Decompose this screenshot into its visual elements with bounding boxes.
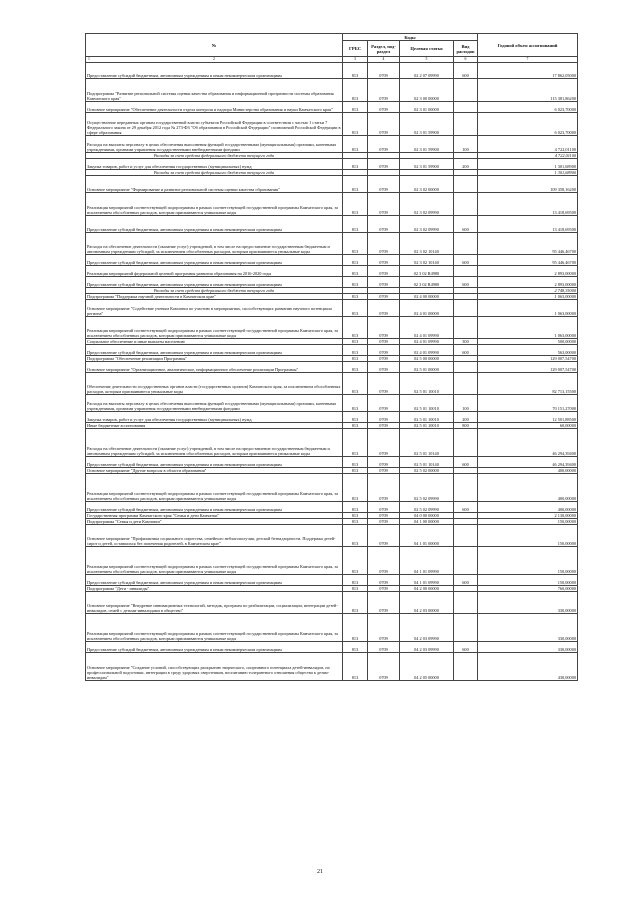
- row-section: 0709: [368, 614, 400, 642]
- row-grbs: 813: [343, 519, 368, 525]
- row-expense-type: [454, 429, 478, 457]
- row-expense-type: 100: [454, 136, 478, 153]
- row-section: 0709: [368, 255, 400, 266]
- row-name: Основное мероприятие "Профилактика социального сиротства, семейного неблагополучия, детской безнадзорности. Поддержка детей-сирот и детей, оставшихся без попечения родителей, в Камчатском крае": [86, 525, 343, 547]
- row-grbs: 813: [343, 176, 368, 193]
- row-amount: 2 748,35000: [478, 288, 578, 294]
- row-section: 0709: [368, 525, 400, 547]
- column-number-cell: [86, 57, 343, 63]
- row-grbs: 813: [343, 525, 368, 547]
- row-name: Обеспечение деятельности государственных органов власти (государственных органов) Камчатского края, за исключением обособленных расходов, которым присваиваются уникальные коды: [86, 373, 343, 395]
- row-target: 02 3 02 R4980: [400, 277, 454, 288]
- row-name: Расходы на обеспечение деятельности (оказание услуг) учреждений, в том числе на предоставление государственным бюджетным и автономным учреждениям субсидий, за исключением обособленных расходов, которым присваиваются уникальные коды: [86, 233, 343, 255]
- row-name: Закупка товаров, работ и услуг для обеспечения государственных (муниципальных) нужд: [86, 412, 343, 423]
- row-target: 02 5 01 10140: [400, 457, 454, 468]
- row-target: 04 1 00 00000: [400, 519, 454, 525]
- row-target: 02 5 01 00000: [400, 362, 454, 373]
- table-row: [86, 63, 578, 79]
- row-amount: 2 893,00000: [478, 266, 578, 277]
- row-target: 02 3 02 09990: [400, 216, 454, 233]
- table-row: [86, 193, 578, 216]
- column-number: 6: [454, 57, 478, 63]
- row-name: Предоставление субсидий бюджетным, автономным учреждениям и иным некоммерческим организациям: [86, 345, 343, 356]
- row-grbs: 813: [343, 294, 368, 300]
- row-amount: 70 151,27000: [478, 395, 578, 412]
- row-amount: 82 713,15500: [478, 373, 578, 395]
- row-target: 04 2 03 09990: [400, 642, 454, 653]
- row-expense-type: [454, 474, 478, 502]
- row-section: 0709: [368, 653, 400, 681]
- row-name: Основное мероприятие "Обеспечение деятельности отдела контроля и надзора Министерства образования и науки Камчатского края": [86, 102, 343, 113]
- row-section: 0709: [368, 339, 400, 345]
- row-section: 0709: [368, 362, 400, 373]
- row-name: Социальное обеспечение и иные выплаты населению: [86, 339, 343, 345]
- row-grbs: 813: [343, 233, 368, 255]
- row-name: Реализация мероприятий соответствующей подпрограммы в рамках соответствующей государственной программы Камчатского края, за исключением обособленных расходов, которым присваиваются уникальные коды: [86, 317, 343, 339]
- row-grbs: 813: [343, 193, 368, 216]
- row-amount: 95 446,46700: [478, 255, 578, 266]
- row-name: Основное мероприятие "Содействие ученым Камчатки по участию в мероприятиях, способствующих развитию научного потенциала региона": [86, 300, 343, 317]
- row-target: 02 5 01 10010: [400, 423, 454, 429]
- row-target: 02 3 00 00000: [400, 79, 454, 102]
- table-row: [86, 653, 578, 681]
- header-amount: Годовой объем ассигнований: [478, 34, 578, 57]
- row-expense-type: [454, 525, 478, 547]
- row-name: Основное мероприятие "Внедрение инновационных технологий, методик, программ по реабилитации, социализации, интеграции детей-инвалидов, семей с детьми-инвалидами в общество": [86, 592, 343, 614]
- row-amount: 13 418,69500: [478, 193, 578, 216]
- row-expense-type: [454, 113, 478, 136]
- row-expense-type: 200: [454, 412, 478, 423]
- row-amount: 400,00000: [478, 502, 578, 513]
- row-section: 0709: [368, 63, 400, 79]
- row-amount: 6 023,70000: [478, 113, 578, 136]
- row-amount: 1 301,68900: [478, 170, 578, 176]
- table-row: [86, 525, 578, 547]
- row-section: 0709: [368, 642, 400, 653]
- row-grbs: 813: [343, 159, 368, 170]
- row-section: 0709: [368, 429, 400, 457]
- table-row: [86, 429, 578, 457]
- row-grbs: 813: [343, 277, 368, 288]
- row-grbs: 813: [343, 468, 368, 474]
- row-amount: 760,00000: [478, 586, 578, 592]
- row-expense-type: [454, 614, 478, 642]
- row-section: 0709: [368, 193, 400, 216]
- row-section: 0709: [368, 373, 400, 395]
- row-name: Закупка товаров, работ и услуг для обеспечения государственных (муниципальных) нужд: [86, 159, 343, 170]
- table-row: [86, 373, 578, 395]
- table-row: [86, 362, 578, 373]
- row-amount: 330,00000: [478, 614, 578, 642]
- row-grbs: 813: [343, 592, 368, 614]
- row-target: 02 4 01 00000: [400, 300, 454, 317]
- row-target: 02 4 01 09990: [400, 339, 454, 345]
- row-name: Предоставление субсидий бюджетным, автономным учреждениям и иным некоммерческим организациям: [86, 63, 343, 79]
- row-grbs: 813: [343, 356, 368, 362]
- row-amount: 430,00000: [478, 653, 578, 681]
- row-section: 0709: [368, 266, 400, 277]
- row-name: Основное мероприятие "Формирование и развитие региональной системы оценки качества образования": [86, 176, 343, 193]
- row-name: Предоставление субсидий бюджетным, автономным учреждениям и иным некоммерческим организациям: [86, 502, 343, 513]
- row-amount: 2 130,00000: [478, 513, 578, 519]
- column-number: 7: [478, 57, 578, 63]
- row-grbs: 813: [343, 345, 368, 356]
- row-section: 0709: [368, 176, 400, 193]
- row-amount: 150,00000: [478, 575, 578, 586]
- row-expense-type: 100: [454, 395, 478, 412]
- row-grbs: 813: [343, 362, 368, 373]
- row-amount: 330,00000: [478, 592, 578, 614]
- row-target: 02 3 02 00000: [400, 176, 454, 193]
- table-row: [86, 277, 578, 288]
- row-expense-type: [454, 233, 478, 255]
- table-row: [86, 642, 578, 653]
- table-row: [86, 345, 578, 356]
- row-name: Осуществление переданных органам государственной власти субъектов Российской Федерации в соответствии с частью 1 статьи 7 Федерального закона от 29 декабря 2012 года № 273-ФЗ "Об образовании в Российской Федерации" полномочий Российской Федерации в сфере образования: [86, 113, 343, 136]
- row-target: 02 3 01 59900: [400, 159, 454, 170]
- row-expense-type: 600: [454, 255, 478, 266]
- row-name: Предоставление субсидий бюджетным, автономным учреждениям и иным некоммерческим организациям: [86, 575, 343, 586]
- row-amount: 95 446,46700: [478, 233, 578, 255]
- row-expense-type: [454, 102, 478, 113]
- row-expense-type: [454, 300, 478, 317]
- budget-table-sheet: [85, 33, 577, 681]
- row-name: Реализация мероприятий соответствующей подпрограммы в рамках соответствующей государственной программы Камчатского края, за исключением обособленных расходов, которым присваиваются уникальные коды: [86, 193, 343, 216]
- row-grbs: 813: [343, 102, 368, 113]
- row-grbs: 813: [343, 474, 368, 502]
- row-name: Предоставление субсидий бюджетным, автономным учреждениям и иным некоммерческим организациям: [86, 255, 343, 266]
- row-target: 04 0 00 00000: [400, 513, 454, 519]
- row-target: 04 2 03 00000: [400, 592, 454, 614]
- column-number: 5: [400, 57, 454, 63]
- row-expense-type: [454, 79, 478, 102]
- row-name: Подпрограмма "Обеспечение реализации Программы": [86, 356, 343, 362]
- row-section: 0709: [368, 356, 400, 362]
- row-target: 04 2 00 00000: [400, 586, 454, 592]
- row-amount: 115 381,86200: [478, 79, 578, 102]
- table-row: [86, 300, 578, 317]
- row-grbs: 813: [343, 642, 368, 653]
- row-target: 02 4 01 09990: [400, 345, 454, 356]
- column-number: 4: [368, 57, 400, 63]
- row-expense-type: 600: [454, 277, 478, 288]
- row-name: Предоставление субсидий бюджетным, автономным учреждениям и иным некоммерческим организациям: [86, 457, 343, 468]
- row-grbs: 813: [343, 317, 368, 339]
- row-grbs: 813: [343, 423, 368, 429]
- row-expense-type: 600: [454, 457, 478, 468]
- row-target: 02 3 02 10140: [400, 255, 454, 266]
- row-expense-type: [454, 317, 478, 339]
- row-name: Основное мероприятие "Другие вопросы в области образования": [86, 468, 343, 474]
- row-section: 0709: [368, 592, 400, 614]
- row-amount: 500,00000: [478, 339, 578, 345]
- row-target: 04 2 05 00000: [400, 653, 454, 681]
- header-no: №: [86, 34, 343, 57]
- table-row: [86, 474, 578, 502]
- row-grbs: 813: [343, 429, 368, 457]
- row-section: 0709: [368, 277, 400, 288]
- row-name: Реализация мероприятий соответствующей подпрограммы в рамках соответствующей государственной программы Камчатского края, за исключением обособленных расходов, которым присваиваются уникальные коды: [86, 614, 343, 642]
- row-target: 02 5 01 10010: [400, 373, 454, 395]
- row-amount: 4 722,01100: [478, 153, 578, 159]
- row-name: Расходы на обеспечение деятельности (оказание услуг) учреждений, в том числе на предоставление государственным бюджетным и автономным учреждениям субсидий, за исключением обособленных расходов, которым присваиваются уникальные коды: [86, 429, 343, 457]
- header-section: Раздел, под-раздел: [368, 41, 400, 57]
- row-expense-type: 600: [454, 575, 478, 586]
- row-amount: 400,00000: [478, 468, 578, 474]
- row-amount: 330,00000: [478, 642, 578, 653]
- row-target: 02 3 01 00000: [400, 102, 454, 113]
- table-row: [86, 547, 578, 575]
- table-row: [86, 102, 578, 113]
- row-target: 02 5 01 10140: [400, 429, 454, 457]
- row-amount: 46 294,39400: [478, 457, 578, 468]
- row-target: 04 1 01 09990: [400, 547, 454, 575]
- row-section: 0709: [368, 345, 400, 356]
- row-grbs: 813: [343, 79, 368, 102]
- row-target: 02 5 02 09990: [400, 474, 454, 502]
- row-grbs: 813: [343, 216, 368, 233]
- row-section: 0709: [368, 412, 400, 423]
- row-target: 02 5 01 10010: [400, 412, 454, 423]
- row-grbs: 813: [343, 300, 368, 317]
- column-number: 1: [88, 57, 90, 61]
- header-grbs: ГРБС: [343, 41, 368, 57]
- row-name: Подпрограмма "Развитие региональной системы оценки качества образования и информационной прозрачности системы образования Камчатского края": [86, 79, 343, 102]
- row-grbs: 813: [343, 266, 368, 277]
- row-expense-type: 600: [454, 345, 478, 356]
- row-amount: 150,00000: [478, 547, 578, 575]
- row-section: 0709: [368, 136, 400, 153]
- row-expense-type: [454, 547, 478, 575]
- row-target: 02 4 01 09990: [400, 317, 454, 339]
- row-name: Подпрограмма "Поддержка научной деятельности в Камчатском крае": [86, 294, 343, 300]
- table-row: [86, 502, 578, 513]
- row-name: Расходы на выплаты персоналу в целях обеспечения выполнения функций государственными (муниципальными) органами, казенными учреждениями, органами управления государственными внебюджетными фондами: [86, 395, 343, 412]
- row-expense-type: 300: [454, 339, 478, 345]
- row-section: 0709: [368, 233, 400, 255]
- row-target: 02 2 07 09990: [400, 63, 454, 79]
- row-section: 0709: [368, 468, 400, 474]
- row-grbs: 813: [343, 113, 368, 136]
- row-name: Реализация мероприятий соответствующей подпрограммы в рамках соответствующей государственной программы Камчатского края, за исключением обособленных расходов, которым присваиваются уникальные коды: [86, 547, 343, 575]
- row-section: 0709: [368, 575, 400, 586]
- row-grbs: 813: [343, 502, 368, 513]
- row-expense-type: [454, 193, 478, 216]
- column-number: 2: [213, 57, 215, 61]
- table-row: [86, 317, 578, 339]
- row-grbs: 813: [343, 513, 368, 519]
- row-amount: 1 063,00000: [478, 317, 578, 339]
- row-section: 0709: [368, 423, 400, 429]
- row-amount: 1 063,00000: [478, 300, 578, 317]
- row-amount: 109 358,16200: [478, 176, 578, 193]
- row-name: Реализация мероприятий федеральной целевой программы развития образования на 2016-2020 годы: [86, 266, 343, 277]
- row-grbs: 813: [343, 575, 368, 586]
- row-amount: 2 893,00000: [478, 277, 578, 288]
- table-row: [86, 216, 578, 233]
- row-amount: 563,00000: [478, 345, 578, 356]
- row-name: Государственная программа Камчатского края "Семья и дети Камчатки": [86, 513, 343, 519]
- row-grbs: 813: [343, 614, 368, 642]
- row-amount: 17 862,05000: [478, 63, 578, 79]
- page-number: 21: [317, 869, 323, 875]
- budget-table-body: [86, 63, 578, 681]
- row-expense-type: 200: [454, 159, 478, 170]
- row-grbs: 813: [343, 255, 368, 266]
- row-target: 02 5 02 00000: [400, 468, 454, 474]
- row-target: 02 5 01 10010: [400, 395, 454, 412]
- row-target: 02 3 01 59900: [400, 113, 454, 136]
- row-amount: 12 501,88500: [478, 412, 578, 423]
- row-amount: 4 722,01100: [478, 136, 578, 153]
- row-name: Реализация мероприятий соответствующей подпрограммы в рамках соответствующей государственной программы Камчатского края, за исключением обособленных расходов, которым присваиваются уникальные коды: [86, 474, 343, 502]
- row-target: 02 3 01 59900: [400, 136, 454, 153]
- row-section: 0709: [368, 547, 400, 575]
- row-grbs: 813: [343, 136, 368, 153]
- budget-table: [85, 33, 578, 681]
- row-target: 02 5 00 00000: [400, 356, 454, 362]
- row-section: 0709: [368, 502, 400, 513]
- row-amount: 150,00000: [478, 525, 578, 547]
- table-row: [86, 136, 578, 153]
- row-name: Подпрограмма "Семья и дети Камчатки": [86, 519, 343, 525]
- row-amount: 400,00000: [478, 474, 578, 502]
- row-section: 0709: [368, 395, 400, 412]
- table-row: [86, 255, 578, 266]
- table-row: [86, 575, 578, 586]
- row-section: 0709: [368, 586, 400, 592]
- row-expense-type: [454, 653, 478, 681]
- table-row: [86, 79, 578, 102]
- row-grbs: 813: [343, 395, 368, 412]
- row-section: 0709: [368, 457, 400, 468]
- row-grbs: 813: [343, 373, 368, 395]
- table-row: [86, 412, 578, 423]
- row-section: 0709: [368, 216, 400, 233]
- row-grbs: 813: [343, 457, 368, 468]
- table-row: [86, 233, 578, 255]
- row-name: Предоставление субсидий бюджетным, автономным учреждениям и иным некоммерческим организациям: [86, 642, 343, 653]
- row-amount: 1 301,68900: [478, 159, 578, 170]
- row-expense-type: 600: [454, 216, 478, 233]
- row-section: 0709: [368, 159, 400, 170]
- row-name: Расходы за счет средств федерального бюджета текущего года: [86, 170, 343, 176]
- row-grbs: 813: [343, 547, 368, 575]
- header-target: Целевая статья: [400, 41, 454, 57]
- row-name: Расходы на выплаты персоналу в целях обеспечения выполнения функций государственными (муниципальными) органами, казенными учреждениями, органами управления государственными внебюджетными фондами: [86, 136, 343, 153]
- table-row: [86, 176, 578, 193]
- row-section: 0709: [368, 474, 400, 502]
- row-amount: 13 418,69500: [478, 216, 578, 233]
- row-name: Расходы за счет средств федерального бюджета текущего года: [86, 153, 343, 159]
- row-target: 02 4 00 00000: [400, 294, 454, 300]
- row-name: Подпрограмма "Дети - инвалиды": [86, 586, 343, 592]
- row-target: 04 1 01 00000: [400, 525, 454, 547]
- row-amount: 60,00000: [478, 423, 578, 429]
- row-amount: 129 007,54700: [478, 362, 578, 373]
- row-grbs: 813: [343, 412, 368, 423]
- row-expense-type: 800: [454, 423, 478, 429]
- row-name: Основное мероприятие "Организационное, аналитическое, информационное обеспечение реализации Программы": [86, 362, 343, 373]
- table-row: [86, 457, 578, 468]
- row-amount: 6 023,70000: [478, 102, 578, 113]
- row-section: 0709: [368, 79, 400, 102]
- row-name: Расходы за счет средств федерального бюджета текущего года: [86, 288, 343, 294]
- row-expense-type: [454, 592, 478, 614]
- row-grbs: 813: [343, 653, 368, 681]
- row-target: 02 5 02 09990: [400, 502, 454, 513]
- row-section: 0709: [368, 513, 400, 519]
- row-section: 0709: [368, 113, 400, 136]
- row-grbs: 813: [343, 339, 368, 345]
- row-amount: 1 063,00000: [478, 294, 578, 300]
- row-section: 0709: [368, 102, 400, 113]
- row-target: 04 1 01 09990: [400, 575, 454, 586]
- row-expense-type: [454, 362, 478, 373]
- row-expense-type: 600: [454, 502, 478, 513]
- row-target: 02 3 02 10140: [400, 233, 454, 255]
- row-grbs: 813: [343, 63, 368, 79]
- row-section: 0709: [368, 294, 400, 300]
- row-target: 02 3 02 R4980: [400, 266, 454, 277]
- row-amount: 150,00000: [478, 519, 578, 525]
- row-target: 02 3 02 09990: [400, 193, 454, 216]
- table-row: [86, 395, 578, 412]
- row-section: 0709: [368, 317, 400, 339]
- row-expense-type: [454, 176, 478, 193]
- table-row: [86, 113, 578, 136]
- row-target: 04 2 03 09990: [400, 614, 454, 642]
- row-name: Предоставление субсидий бюджетным, автономным учреждениям и иным некоммерческим организациям: [86, 277, 343, 288]
- row-amount: 129 007,54700: [478, 356, 578, 362]
- row-name: Иные бюджетные ассигнования: [86, 423, 343, 429]
- row-expense-type: [454, 373, 478, 395]
- table-row: [86, 266, 578, 277]
- table-row: [86, 592, 578, 614]
- row-grbs: 813: [343, 586, 368, 592]
- header-expense-type: Вид расходов: [454, 41, 478, 57]
- row-name: Предоставление субсидий бюджетным, автономным учреждениям и иным некоммерческим организациям: [86, 216, 343, 233]
- column-number: 3: [343, 57, 368, 63]
- header-codes-group: Коды: [343, 34, 478, 41]
- row-amount: 46 294,39400: [478, 429, 578, 457]
- table-row: [86, 614, 578, 642]
- row-section: 0709: [368, 519, 400, 525]
- row-expense-type: 600: [454, 63, 478, 79]
- row-expense-type: [454, 266, 478, 277]
- table-row: [86, 159, 578, 170]
- row-name: Основное мероприятие "Создание условий, способствующих раскрытию творческого, спортивного потенциала детей-инвалидов, их профессиональной подготовки, интеграции в среду здоровых сверстников, воспитанию толерантного отношения общества к детям-инвалидам": [86, 653, 343, 681]
- row-section: 0709: [368, 300, 400, 317]
- row-expense-type: 600: [454, 642, 478, 653]
